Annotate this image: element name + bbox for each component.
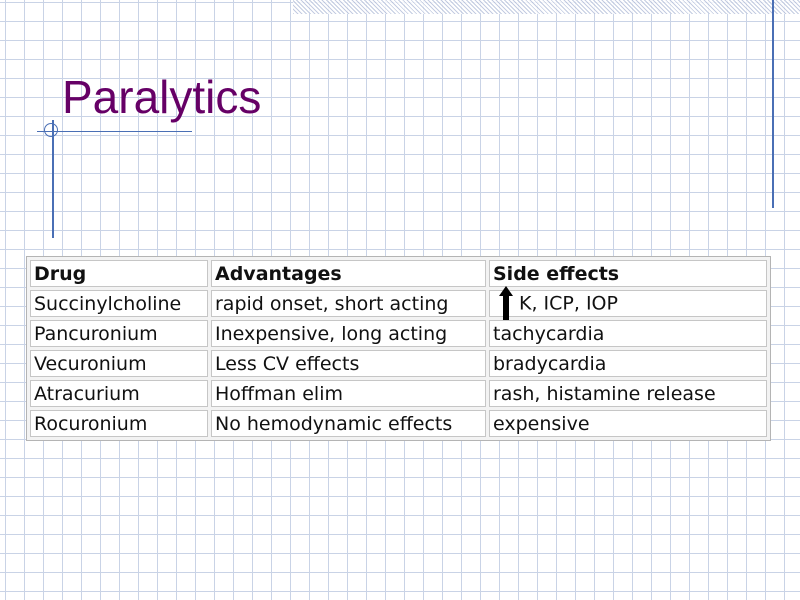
drug-cell: Rocuronium xyxy=(30,410,208,437)
side-effects-cell: expensive xyxy=(489,410,767,437)
table-row xyxy=(30,380,767,407)
advantages-cell: Less CV effects xyxy=(211,350,486,377)
advantages-cell: Hoffman elim xyxy=(211,380,486,407)
side-effects-cell: rash, histamine release xyxy=(489,380,767,407)
paralytics-table xyxy=(26,256,771,441)
paralytics-table-container xyxy=(26,256,771,441)
decorative-top-band xyxy=(293,0,800,14)
advantages-cell: Inexpensive, long acting xyxy=(211,320,486,347)
drug-cell: Succinylcholine xyxy=(30,290,208,317)
decorative-right-rule xyxy=(772,0,774,208)
advantages-cell: rapid onset, short acting xyxy=(211,290,486,317)
decorative-circle xyxy=(44,123,58,137)
table-row xyxy=(30,410,767,437)
side-effects-text: K, ICP, IOP xyxy=(519,292,618,314)
decorative-left-rule xyxy=(52,120,54,238)
header-drug: Drug xyxy=(30,260,208,287)
drug-cell: Atracurium xyxy=(30,380,208,407)
side-effects-cell xyxy=(489,290,767,317)
advantages-cell: No hemodynamic effects xyxy=(211,410,486,437)
up-arrow-icon xyxy=(499,286,513,320)
header-advantages: Advantages xyxy=(211,260,486,287)
drug-cell: Vecuronium xyxy=(30,350,208,377)
table-header-row xyxy=(30,260,767,287)
header-side-effects: Side effects xyxy=(489,260,767,287)
table-row xyxy=(30,350,767,377)
side-effects-cell: bradycardia xyxy=(489,350,767,377)
drug-cell: Pancuronium xyxy=(30,320,208,347)
table-row xyxy=(30,320,767,347)
title-underline xyxy=(37,131,192,132)
table-row xyxy=(30,290,767,317)
slide-title: Paralytics xyxy=(62,71,262,123)
side-effects-cell: tachycardia xyxy=(489,320,767,347)
